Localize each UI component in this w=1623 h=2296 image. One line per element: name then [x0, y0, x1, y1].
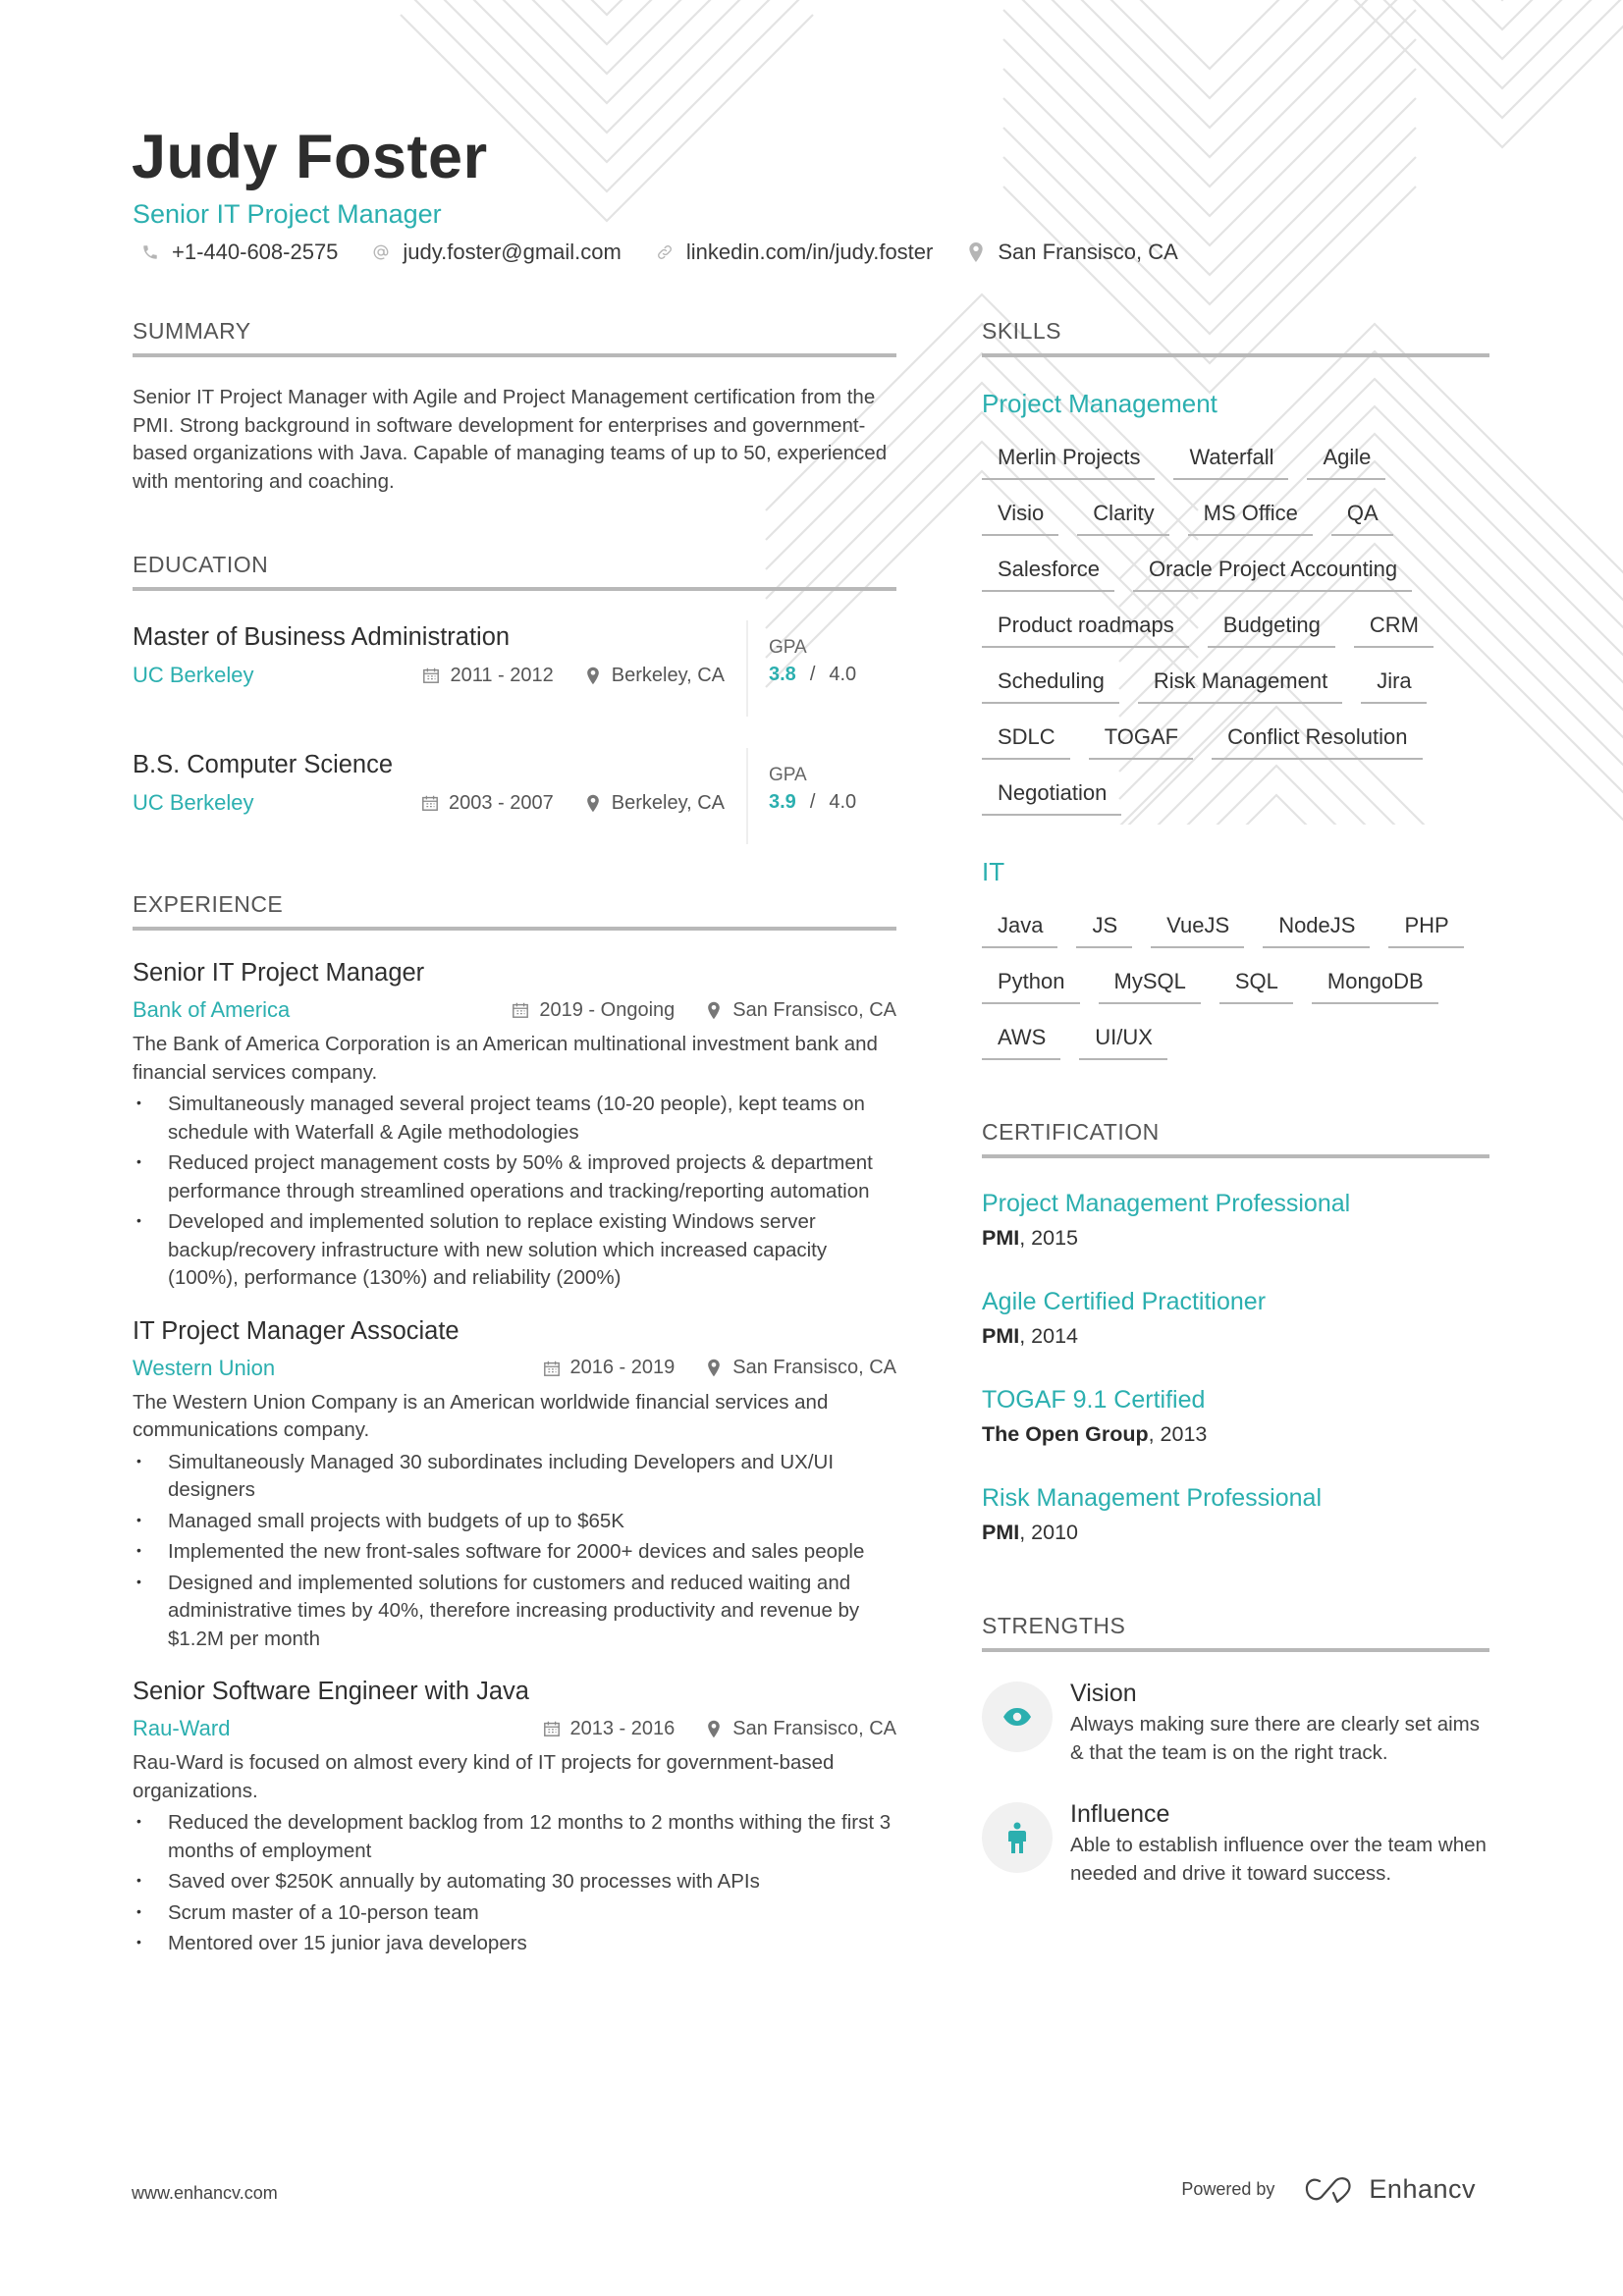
right-column	[982, 316, 1489, 1888]
summary-text: Senior IT Project Manager with Agile and Project Management certification from the PMI. Strong background in software development for enterprises and government-based organizations with Java. Capable of managing teams of up to 50, experienced with mentoring and coaching.	[133, 386, 888, 493]
skill-tag: Product roadmaps	[982, 606, 1189, 648]
experience-item	[133, 1314, 896, 1654]
contact-linkedin[interactable]	[655, 238, 934, 267]
skills-group-title: Project Management	[982, 389, 1217, 418]
company-description: The Bank of America Corporation is an American multinational investment bank and financial services company.	[133, 1033, 878, 1084]
strengths-heading: STRENGTHS	[982, 1611, 1489, 1652]
calendar-icon	[542, 1359, 562, 1378]
skill-tag: SQL	[1219, 962, 1293, 1004]
gpa-label: GPA	[769, 765, 807, 785]
experience-bullet: • Simultaneously managed several project teams (10-20 people), kept teams on schedule with Waterfall & Agile methodologies	[133, 1091, 896, 1147]
skill-tag: JS	[1076, 906, 1132, 948]
link-icon	[655, 242, 675, 262]
skill-tag: TOGAF	[1089, 718, 1193, 760]
at-icon	[371, 242, 391, 262]
skill-tag: Agile	[1307, 438, 1385, 480]
brand-name: Enhancv	[1369, 2174, 1476, 2204]
company-description: The Western Union Company is an American worldwide financial services and communications company.	[133, 1390, 829, 1441]
job-dates: 2016 - 2019	[542, 1357, 676, 1379]
job-title: Senior Software Engineer with Java	[133, 1678, 529, 1705]
job-location: San Fransisco, CA	[704, 1718, 896, 1740]
calendar-icon	[420, 793, 440, 813]
strength-title: Influence	[1070, 1800, 1170, 1828]
contact-bar	[140, 238, 1212, 267]
skill-tag: Jira	[1361, 662, 1426, 704]
degree: Master of Business Administration	[133, 623, 511, 651]
experience-bullet: • Scrum master of a 10-person team	[133, 1899, 896, 1928]
calendar-icon	[542, 1719, 562, 1738]
footer-branding[interactable]	[1181, 2174, 1476, 2205]
skill-tag: UI/UX	[1079, 1018, 1167, 1060]
location-pin-icon	[704, 1719, 724, 1738]
calendar-icon	[511, 1000, 530, 1020]
certification-issuer: The Open Group, 2013	[982, 1422, 1208, 1446]
strength-description: Able to establish influence over the team when needed and drive it toward success.	[1070, 1834, 1487, 1885]
certification-issuer: PMI, 2014	[982, 1324, 1079, 1348]
gpa-box	[746, 620, 856, 717]
certification-heading: CERTIFICATION	[982, 1117, 1489, 1158]
certification-title: TOGAF 9.1 Certified	[982, 1386, 1206, 1414]
certification-issuer: PMI, 2010	[982, 1521, 1079, 1544]
gpa-label: GPA	[769, 637, 807, 658]
experience-bullet: • Reduced the development backlog from 12 months to 2 months withing the first 3 months of employment	[133, 1809, 896, 1865]
experience-item	[133, 956, 896, 1293]
education-item	[133, 620, 896, 717]
skill-tag: Java	[982, 906, 1057, 948]
skill-tag: Salesforce	[982, 550, 1114, 592]
skill-tag: Budgeting	[1208, 606, 1335, 648]
edu-dates: 2011 - 2012	[421, 665, 553, 687]
company-name: Bank of America	[133, 997, 291, 1022]
certification-title: Risk Management Professional	[982, 1484, 1322, 1512]
edu-location: Berkeley, CA	[583, 792, 725, 815]
skill-tag: Clarity	[1077, 494, 1168, 536]
certification-title: Agile Certified Practitioner	[982, 1288, 1267, 1315]
certification-item	[982, 1188, 1489, 1253]
certification-issuer: PMI, 2015	[982, 1226, 1079, 1250]
company-name: Rau-Ward	[133, 1716, 231, 1740]
skill-tags-it	[982, 892, 1489, 1060]
job-title: IT Project Manager Associate	[133, 1316, 460, 1345]
skill-tag: NodeJS	[1263, 906, 1370, 948]
location-pin-icon	[704, 1000, 724, 1020]
skill-tag: MySQL	[1099, 962, 1201, 1004]
contact-location	[966, 238, 1177, 267]
person-icon	[982, 1802, 1053, 1873]
experience-item	[133, 1675, 896, 1958]
experience-bullet: • Saved over $250K annually by automating 30 processes with APIs	[133, 1868, 896, 1896]
skill-tag: VueJS	[1151, 906, 1244, 948]
skill-tag: Negotiation	[982, 774, 1121, 816]
linkedin-text: linkedin.com/in/judy.foster	[685, 240, 934, 264]
skills-heading: SKILLS	[982, 316, 1489, 357]
experience-bullet: • Simultaneously Managed 30 subordinates including Developers and UX/UI designers	[133, 1449, 896, 1505]
job-dates: 2013 - 2016	[542, 1718, 676, 1740]
achievement-list	[133, 1091, 896, 1293]
school: UC Berkeley	[133, 663, 254, 687]
calendar-icon	[421, 666, 441, 685]
skill-tag: MS Office	[1188, 494, 1313, 536]
location-pin-icon	[583, 793, 603, 813]
left-column	[133, 316, 896, 1958]
location-pin-icon	[583, 666, 603, 685]
certification-item	[982, 1482, 1489, 1547]
education-heading: EDUCATION	[133, 550, 896, 591]
education-section	[133, 550, 896, 844]
skill-tag: Oracle Project Accounting	[1133, 550, 1412, 592]
edu-location: Berkeley, CA	[583, 665, 725, 687]
skill-tag: Conflict Resolution	[1212, 718, 1422, 760]
location-pin-icon	[704, 1359, 724, 1378]
enhancv-logo	[1304, 2174, 1476, 2205]
strength-item	[982, 1682, 1489, 1767]
skill-tag: QA	[1331, 494, 1393, 536]
email-text: judy.foster@gmail.com	[403, 240, 622, 264]
experience-bullet: • Implemented the new front-sales software for 2000+ devices and sales people	[133, 1538, 896, 1567]
skill-tag: AWS	[982, 1018, 1060, 1060]
certification-title: Project Management Professional	[982, 1190, 1351, 1217]
experience-section	[133, 889, 896, 1958]
location-pin-icon	[966, 242, 986, 262]
experience-bullet: • Reduced project management costs by 50% & improved projects & department performance through streamlined operations and tracking/reporting automation	[133, 1149, 896, 1205]
skill-tags-project-management	[982, 424, 1489, 816]
strength-item	[982, 1802, 1489, 1888]
job-dates: 2019 - Ongoing	[511, 999, 675, 1022]
job-location: San Fransisco, CA	[704, 1357, 896, 1379]
phone-text: +1-440-608-2575	[172, 240, 339, 264]
job-title: Senior IT Project Manager	[133, 959, 425, 987]
company-description: Rau-Ward is focused on almost every kind of IT projects for government-based organizations.	[133, 1751, 835, 1802]
gpa-box	[746, 748, 856, 844]
enhancv-logo-icon	[1304, 2175, 1357, 2205]
skill-tag: Visio	[982, 494, 1058, 536]
candidate-name: Judy Foster	[132, 123, 488, 191]
phone-icon	[140, 242, 160, 262]
summary-heading: SUMMARY	[133, 316, 896, 357]
achievement-list	[133, 1449, 896, 1654]
job-location: San Fransisco, CA	[704, 999, 896, 1022]
experience-bullet: • Managed small projects with budgets of up to $65K	[133, 1508, 896, 1536]
strength-title: Vision	[1070, 1680, 1137, 1707]
achievement-list	[133, 1809, 896, 1958]
skills-group-title: IT	[982, 857, 1005, 886]
certification-item	[982, 1384, 1489, 1449]
experience-bullet: • Developed and implemented solution to replace existing Windows server backup/recovery infrastructure with new solution which increased capacity (100%), performance (130%) and reliability (200%)	[133, 1208, 896, 1293]
experience-list	[133, 956, 896, 1958]
summary-section	[133, 316, 896, 496]
contact-phone[interactable]	[140, 238, 338, 267]
school: UC Berkeley	[133, 790, 254, 815]
experience-bullet: • Designed and implemented solutions for customers and reduced waiting and administrative times by 40%, therefore increasing productivity and revenue by $1.2M per month	[133, 1570, 896, 1654]
certification-section	[982, 1117, 1489, 1547]
skill-tag: Risk Management	[1138, 662, 1342, 704]
gpa-value: 3.9 / 4.0	[769, 791, 857, 813]
education-item	[133, 748, 896, 844]
strength-description: Always making sure there are clearly set aims & that the team is on the right track.	[1070, 1713, 1480, 1764]
skill-tag: Python	[982, 962, 1080, 1004]
candidate-headline: Senior IT Project Manager	[133, 199, 442, 229]
skill-tag: Merlin Projects	[982, 438, 1155, 480]
location-text: San Fransisco, CA	[998, 240, 1178, 264]
certification-item	[982, 1286, 1489, 1351]
experience-bullet: • Mentored over 15 junior java developers	[133, 1930, 896, 1958]
skill-tag: MongoDB	[1312, 962, 1438, 1004]
gpa-value: 3.8 / 4.0	[769, 664, 857, 685]
skill-tag: Scheduling	[982, 662, 1119, 704]
strengths-section	[982, 1611, 1489, 1888]
eye-icon	[982, 1682, 1053, 1752]
experience-heading: EXPERIENCE	[133, 889, 896, 931]
degree: B.S. Computer Science	[133, 751, 394, 778]
edu-dates: 2003 - 2007	[420, 792, 554, 815]
certification-list	[982, 1188, 1489, 1547]
skill-tag: Waterfall	[1173, 438, 1288, 480]
powered-by-label: Powered by	[1181, 2179, 1275, 2199]
contact-email[interactable]	[371, 238, 621, 267]
company-name: Western Union	[133, 1355, 276, 1380]
footer-website-link[interactable]: www.enhancv.com	[132, 2183, 278, 2203]
skill-tag: CRM	[1354, 606, 1434, 648]
skills-section	[982, 316, 1489, 1060]
skill-tag: SDLC	[982, 718, 1070, 760]
skill-tag: PHP	[1388, 906, 1463, 948]
